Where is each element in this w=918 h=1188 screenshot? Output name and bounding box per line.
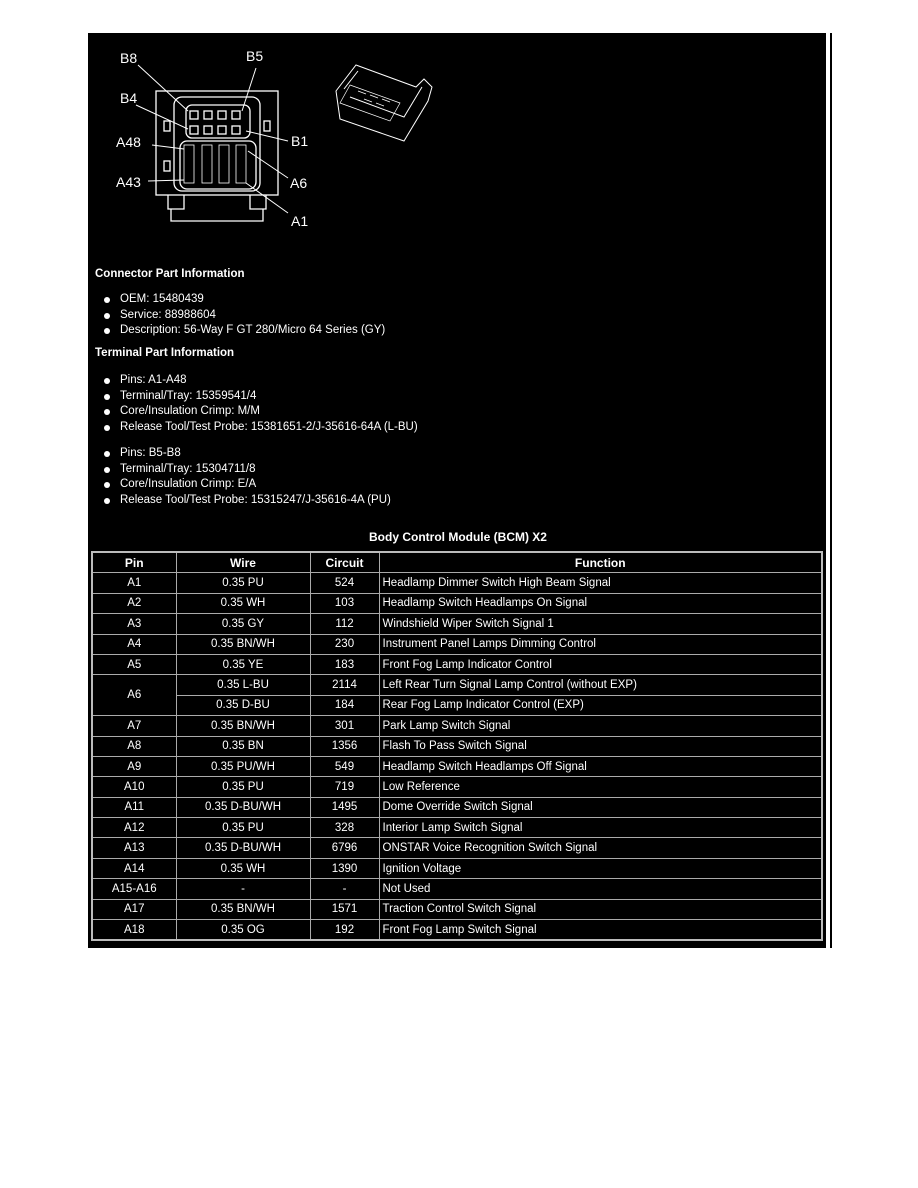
circuit-cell: 719 bbox=[310, 777, 379, 797]
connector-isometric-illustration bbox=[336, 65, 432, 141]
list-item: OEM: 15480439 bbox=[102, 292, 385, 308]
function-cell: Front Fog Lamp Switch Signal bbox=[379, 920, 822, 941]
table-row bbox=[92, 573, 822, 593]
wire-cell: 0.35 WH bbox=[176, 593, 310, 613]
circuit-cell: 2114 bbox=[310, 675, 379, 695]
label-a6: A6 bbox=[290, 175, 308, 191]
wire-cell: 0.35 PU bbox=[176, 573, 310, 593]
document-panel bbox=[88, 33, 828, 948]
pin-cell: A6 bbox=[92, 675, 176, 716]
pin-cell: A4 bbox=[92, 634, 176, 654]
table-row bbox=[92, 899, 822, 919]
pin-cell: A3 bbox=[92, 614, 176, 634]
list-item: Core/Insulation Crimp: E/A bbox=[102, 477, 391, 493]
function-cell: Front Fog Lamp Indicator Control bbox=[379, 654, 822, 674]
circuit-cell: 549 bbox=[310, 756, 379, 776]
pin-cell: A11 bbox=[92, 797, 176, 817]
function-cell: Windshield Wiper Switch Signal 1 bbox=[379, 614, 822, 634]
table-row bbox=[92, 858, 822, 878]
pin-cell: A7 bbox=[92, 716, 176, 736]
circuit-cell: 301 bbox=[310, 716, 379, 736]
list-item: Terminal/Tray: 15359541/4 bbox=[102, 389, 418, 405]
table-row bbox=[92, 756, 822, 776]
circuit-cell: 1495 bbox=[310, 797, 379, 817]
table-row bbox=[92, 838, 822, 858]
circuit-cell: 183 bbox=[310, 654, 379, 674]
list-item: Service: 88988604 bbox=[102, 308, 385, 324]
pin-cell: A18 bbox=[92, 920, 176, 941]
circuit-cell: 230 bbox=[310, 634, 379, 654]
wire-cell: 0.35 OG bbox=[176, 920, 310, 941]
table-row bbox=[92, 695, 822, 715]
function-cell: Headlamp Switch Headlamps Off Signal bbox=[379, 756, 822, 776]
circuit-cell: 1356 bbox=[310, 736, 379, 756]
circuit-cell: 112 bbox=[310, 614, 379, 634]
list-item: Core/Insulation Crimp: M/M bbox=[102, 404, 418, 420]
connector-face-illustration bbox=[156, 91, 278, 221]
label-b8: B8 bbox=[120, 50, 138, 66]
terminal-info-title: Terminal Part Information bbox=[95, 347, 235, 359]
list-item: Pins: A1-A48 bbox=[102, 373, 418, 389]
circuit-cell: 192 bbox=[310, 920, 379, 941]
pin-cell: A5 bbox=[92, 654, 176, 674]
table-row bbox=[92, 675, 822, 695]
function-cell: Not Used bbox=[379, 879, 822, 899]
label-a48: A48 bbox=[116, 134, 141, 150]
circuit-cell: 328 bbox=[310, 818, 379, 838]
table-row bbox=[92, 654, 822, 674]
function-cell: Headlamp Switch Headlamps On Signal bbox=[379, 593, 822, 613]
wire-cell: 0.35 YE bbox=[176, 654, 310, 674]
pin-cell: A9 bbox=[92, 756, 176, 776]
wire-cell: 0.35 PU bbox=[176, 818, 310, 838]
function-cell: Headlamp Dimmer Switch High Beam Signal bbox=[379, 573, 822, 593]
table-row bbox=[92, 797, 822, 817]
function-cell: Flash To Pass Switch Signal bbox=[379, 736, 822, 756]
pin-cell: A17 bbox=[92, 899, 176, 919]
wire-cell: 0.35 PU bbox=[176, 777, 310, 797]
table-row bbox=[92, 593, 822, 613]
list-item: Pins: B5-B8 bbox=[102, 446, 391, 462]
circuit-cell: 524 bbox=[310, 573, 379, 593]
table-row bbox=[92, 716, 822, 736]
wire-cell: 0.35 D-BU bbox=[176, 695, 310, 715]
label-b5: B5 bbox=[246, 48, 264, 64]
function-cell: Traction Control Switch Signal bbox=[379, 899, 822, 919]
table-row bbox=[92, 777, 822, 797]
table-body bbox=[92, 573, 822, 941]
connector-info-title: Connector Part Information bbox=[95, 268, 245, 280]
header-wire: Wire bbox=[176, 552, 310, 573]
pin-cell: A2 bbox=[92, 593, 176, 613]
terminal-info-list-a bbox=[102, 373, 418, 435]
list-item: Terminal/Tray: 15304711/8 bbox=[102, 462, 391, 478]
circuit-cell: - bbox=[310, 879, 379, 899]
pin-cell: A12 bbox=[92, 818, 176, 838]
list-item: Release Tool/Test Probe: 15381651-2/J-35616-64A (L-BU) bbox=[102, 420, 418, 436]
table-row bbox=[92, 818, 822, 838]
table-row bbox=[92, 634, 822, 654]
wire-cell: 0.35 WH bbox=[176, 858, 310, 878]
wire-cell: 0.35 D-BU/WH bbox=[176, 838, 310, 858]
function-cell: Interior Lamp Switch Signal bbox=[379, 818, 822, 838]
connector-diagram bbox=[88, 33, 448, 243]
label-a1: A1 bbox=[291, 213, 309, 229]
function-cell: ONSTAR Voice Recognition Switch Signal bbox=[379, 838, 822, 858]
table-row bbox=[92, 614, 822, 634]
pin-cell: A10 bbox=[92, 777, 176, 797]
function-cell: Left Rear Turn Signal Lamp Control (without EXP) bbox=[379, 675, 822, 695]
circuit-cell: 184 bbox=[310, 695, 379, 715]
function-cell: Dome Override Switch Signal bbox=[379, 797, 822, 817]
function-cell: Park Lamp Switch Signal bbox=[379, 716, 822, 736]
wire-cell: 0.35 L-BU bbox=[176, 675, 310, 695]
wire-cell: 0.35 GY bbox=[176, 614, 310, 634]
wire-cell: 0.35 BN/WH bbox=[176, 634, 310, 654]
function-cell: Low Reference bbox=[379, 777, 822, 797]
circuit-cell: 1390 bbox=[310, 858, 379, 878]
wire-cell: 0.35 D-BU/WH bbox=[176, 797, 310, 817]
pin-cell: A1 bbox=[92, 573, 176, 593]
circuit-cell: 6796 bbox=[310, 838, 379, 858]
circuit-cell: 103 bbox=[310, 593, 379, 613]
wire-cell: 0.35 BN bbox=[176, 736, 310, 756]
pinout-table bbox=[91, 551, 823, 941]
wire-cell: 0.35 PU/WH bbox=[176, 756, 310, 776]
wire-cell: 0.35 BN/WH bbox=[176, 899, 310, 919]
wire-cell: 0.35 BN/WH bbox=[176, 716, 310, 736]
list-item: Description: 56-Way F GT 280/Micro 64 Series (GY) bbox=[102, 323, 385, 339]
circuit-cell: 1571 bbox=[310, 899, 379, 919]
table-row bbox=[92, 736, 822, 756]
label-b4: B4 bbox=[120, 90, 138, 106]
pin-cell: A14 bbox=[92, 858, 176, 878]
table-row bbox=[92, 920, 822, 941]
header-function: Function bbox=[379, 552, 822, 573]
wire-cell: - bbox=[176, 879, 310, 899]
connector-info-list bbox=[102, 292, 385, 339]
header-circuit: Circuit bbox=[310, 552, 379, 573]
function-cell: Ignition Voltage bbox=[379, 858, 822, 878]
pin-cell: A13 bbox=[92, 838, 176, 858]
table-title: Body Control Module (BCM) X2 bbox=[369, 530, 547, 544]
terminal-info-list-b bbox=[102, 446, 391, 508]
label-a43: A43 bbox=[116, 174, 141, 190]
function-cell: Rear Fog Lamp Indicator Control (EXP) bbox=[379, 695, 822, 715]
header-pin: Pin bbox=[92, 552, 176, 573]
pin-cell: A15-A16 bbox=[92, 879, 176, 899]
pin-cell: A8 bbox=[92, 736, 176, 756]
list-item: Release Tool/Test Probe: 15315247/J-35616-4A (PU) bbox=[102, 493, 391, 509]
function-cell: Instrument Panel Lamps Dimming Control bbox=[379, 634, 822, 654]
table-row bbox=[92, 879, 822, 899]
label-b1: B1 bbox=[291, 133, 309, 149]
table-header-row bbox=[92, 552, 822, 573]
